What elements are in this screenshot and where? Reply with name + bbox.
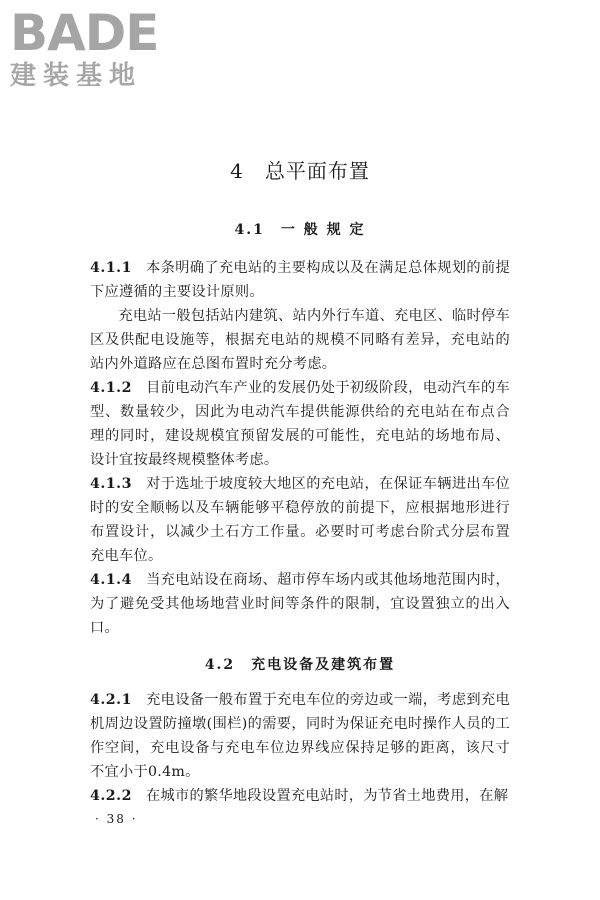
clause-number: 4.2.2 [90,788,132,804]
clause-number: 4.1.4 [90,572,132,588]
clause-4-1-2 [90,376,510,472]
clause-4-1-4 [90,568,510,640]
clause-text: 目前电动汽车产业的发展仍处于初级阶段，电动汽车的车型、数量较少，因此为电动汽车提供能源供给的充电站在布点合理的同时，建设规模宜预留发展的可能性，充电站的场地布局、设计宜按最终规模整体考虑。 [90,380,510,468]
clause-4-1-3 [90,472,510,568]
section-heading-4-1: 4.1 一 般 规 定 [234,222,366,238]
clause-4-2-2 [90,784,510,808]
logo-subtitle: 建装基地 [10,61,143,91]
section-heading-4-2: 4.2 充电设备及建筑布置 [204,657,396,673]
clause-number: 4.1.1 [90,260,132,276]
clause-text: 充电设备一般布置于充电车位的旁边或一端，考虑到充电机周边设置防撞墩(围栏)的需要，同时为保证充电时操作人员的工作空间，充电设备与充电车位边界线应保持足够的距离，该尺寸不宜小于0.4m。 [90,692,510,780]
page-number: · 38 · [95,812,138,826]
clause-text: 在城市的繁华地段设置充电站时，为节省土地费用，在解 [146,788,509,804]
clause-number: 4.1.2 [90,380,132,396]
clause-4-1-1 [90,256,510,304]
clause-4-2-1 [90,688,510,784]
bade-logo [10,4,175,91]
logo-wordmark: BADE [10,4,159,62]
clause-number: 4.2.1 [90,692,132,708]
clause-text: 本条明确了充电站的主要构成以及在满足总体规划的前提下应遵循的主要设计原则。 [90,260,510,300]
clause-number: 4.1.3 [90,476,132,492]
clause-text: 对于选址于坡度较大地区的充电站，在保证车辆进出车位时的安全顺畅以及车辆能够平稳停放的前提下，应根据地形进行布置设计，以减少土石方工作量。必要时可考虑台阶式分层布置充电车位。 [90,476,510,564]
clause-text: 当充电站设在商场、超市停车场内或其他场地范围内时，为了避免受其他场地营业时间等条件的限制，宜设置独立的出入口。 [90,572,510,636]
clause-4-1-1-continuation: 充电站一般包括站内建筑、站内外行车道、充电区、临时停车区及供配电设施等，根据充电站的规模不同略有差异，充电站的站内外道路应在总图布置时充分考虑。 [90,308,510,372]
chapter-title: 4 总平面布置 [230,159,370,183]
